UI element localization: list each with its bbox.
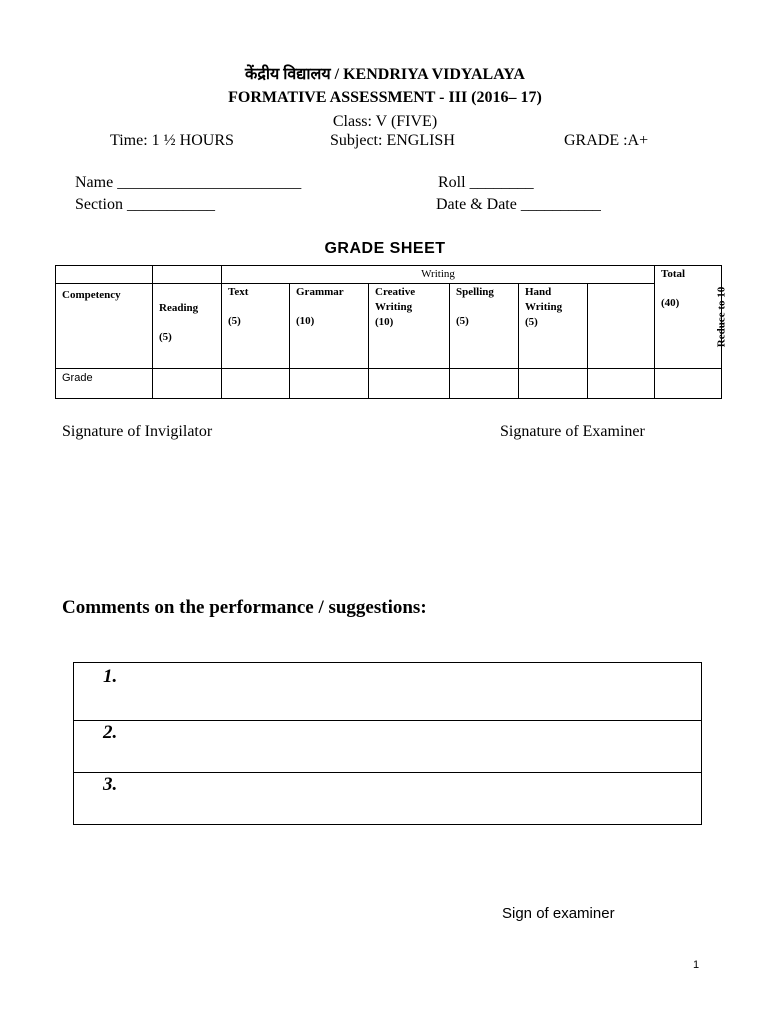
hand-writing-marks: (5) [525, 316, 538, 328]
writing-label: Writing [421, 268, 455, 280]
comments-table [73, 662, 702, 825]
grade-sheet-title: GRADE SHEET [324, 240, 446, 257]
grade-cell-spelling [450, 369, 519, 399]
sign-of-examiner: Sign of examiner [502, 905, 615, 922]
text-col [222, 284, 290, 369]
grade-cell-hand [519, 369, 588, 399]
text-marks: (5) [228, 315, 241, 327]
reduce-label: Reduce to 10 [715, 286, 728, 348]
grammar-col [290, 284, 369, 369]
examiner-signature: Signature of Examiner [500, 423, 645, 440]
spelling-marks: (5) [456, 315, 469, 327]
page-number: 1 [693, 959, 700, 971]
creative-writing-marks: (10) [375, 316, 394, 328]
total-label: Total [661, 268, 686, 280]
hand-writing-label: Hand Writing [525, 286, 563, 313]
creative-writing-col [369, 284, 450, 369]
section-field: Section ___________ [75, 196, 215, 213]
reading-marks: (5) [159, 331, 172, 343]
grade-cell-text [222, 369, 290, 399]
subject-label: Subject: ENGLISH [330, 132, 455, 149]
grade-row-text: Grade [62, 372, 93, 384]
name-field: Name _______________________ [75, 174, 302, 191]
school-title: केंद्रीय विद्यालय / KENDRIYA VIDYALAYA [245, 66, 525, 83]
total-header [655, 266, 722, 369]
comment-row-3: 3. [74, 773, 702, 825]
class-label: Class: V (FIVE) [332, 113, 438, 130]
grade-row-label [56, 369, 153, 399]
hand-writing-col [519, 284, 588, 369]
grammar-label: Grammar [296, 286, 344, 298]
grade-cell-grammar [290, 369, 369, 399]
comment-row-2: 2. [74, 721, 702, 773]
spelling-col [450, 284, 519, 369]
invigilator-signature: Signature of Invigilator [62, 423, 213, 440]
creative-writing-label: Creative Writing [375, 286, 416, 313]
reading-top-cell [153, 266, 222, 284]
text-label: Text [228, 286, 249, 298]
date-field: Date & Date __________ [436, 196, 601, 213]
time-label: Time: 1 ½ HOURS [110, 132, 234, 149]
comment-row-1: 1. [74, 663, 702, 721]
grade-sheet-table [55, 265, 728, 399]
total-marks: (40) [661, 297, 680, 309]
competency-label: Competency [62, 289, 121, 301]
grade-cell-reduce [655, 369, 722, 399]
assessment-title: FORMATIVE ASSESSMENT - III (2016– 17) [228, 89, 542, 106]
grade-cell-creative [369, 369, 450, 399]
corner-cell [56, 266, 153, 284]
roll-field: Roll ________ [438, 174, 534, 191]
comments-title: Comments on the performance / suggestions: [62, 597, 427, 618]
grammar-marks: (10) [296, 315, 315, 327]
grade-cell-total [588, 369, 655, 399]
writing-header [222, 266, 655, 284]
reading-cell [153, 284, 222, 369]
competency-cell [56, 284, 153, 369]
grade-label: GRADE :A+ [564, 132, 649, 149]
reading-label: Reading [159, 302, 199, 314]
spelling-label: Spelling [456, 286, 494, 298]
grade-cell-reading [153, 369, 222, 399]
